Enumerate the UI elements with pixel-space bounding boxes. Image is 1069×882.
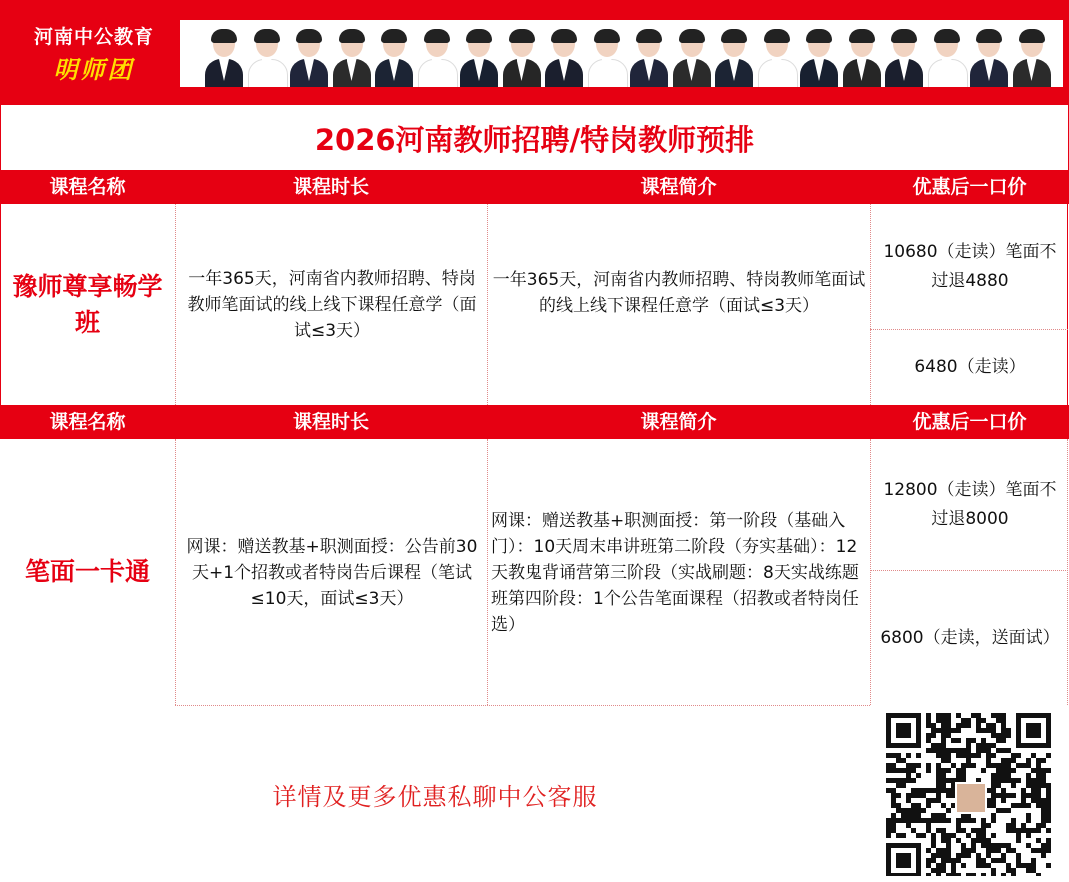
brand-team-logo: 明师团 <box>53 55 135 84</box>
column-header-price: 优惠后一口价 <box>912 176 1027 198</box>
teacher-photo <box>245 29 289 87</box>
teacher-photo <box>372 29 416 87</box>
page-title: 2026河南教师招聘/特岗教师预排 <box>314 123 755 157</box>
teacher-photo <box>415 29 459 87</box>
teacher-photo <box>457 29 501 87</box>
teacher-photo <box>755 29 799 87</box>
teacher-photo <box>542 29 586 87</box>
teacher-photo <box>882 29 926 87</box>
footer-contact-text: 详情及更多优惠私聊中公客服 <box>272 783 598 811</box>
teacher-photo <box>500 29 544 87</box>
column-header-intro: 课程简介 <box>640 176 717 198</box>
column-header-intro-2: 课程简介 <box>640 411 717 433</box>
column-header-duration-2: 课程时长 <box>292 411 369 433</box>
course-intro-2: 网课：赠送教基+职测面授：第一阶段（基础入门）：10天周末串讲班第二阶段（夯实基础）：12天教鬼背诵营第三阶段（实战刷题：8天实战练题班第四阶段：1个公告笔面课程（招教或者特岗任选） <box>491 511 859 635</box>
column-header-name-2: 课程名称 <box>49 411 126 433</box>
table-header-row <box>0 170 1069 204</box>
teacher-photo <box>840 29 884 87</box>
teacher-photo <box>670 29 714 87</box>
course-price-1b: 6480（走读） <box>914 357 1026 377</box>
qr-code-image[interactable] <box>884 713 1054 876</box>
teacher-photo <box>797 29 841 87</box>
table-header-row-2 <box>0 405 1069 439</box>
course-price-2a: 12800（走读）笔面不过退8000 <box>883 479 1057 529</box>
teacher-photo <box>287 29 331 87</box>
course-price-2b: 6800（走读，送面试） <box>880 628 1060 648</box>
course-name-2: 笔面一卡通 <box>24 557 150 586</box>
teacher-photo <box>330 29 374 87</box>
course-name-1: 豫师尊享畅学班 <box>12 271 163 337</box>
course-duration-1: 一年365天，河南省内教师招聘、特岗教师笔面试的线上线下课程任意学（面试≤3天） <box>187 268 477 341</box>
teacher-photo <box>627 29 671 87</box>
teacher-photo <box>925 29 969 87</box>
course-duration-2: 网课：赠送教基+职测面授：公告前30天+1个招教或者特岗告后课程（笔试≤10天，面试≤3天） <box>186 536 478 609</box>
column-header-price-2: 优惠后一口价 <box>912 411 1027 433</box>
teacher-photo <box>585 29 629 87</box>
teacher-photo <box>967 29 1011 87</box>
teacher-photo <box>712 29 756 87</box>
qr-center-avatar <box>956 783 986 813</box>
course-price-1a: 10680（走读）笔面不过退4880 <box>883 241 1057 291</box>
column-header-duration: 课程时长 <box>292 176 369 198</box>
course-intro-1: 一年365天，河南省内教师招聘、特岗教师笔面试的线上线下课程任意学（面试≤3天） <box>492 270 866 316</box>
column-header-name: 课程名称 <box>49 176 126 198</box>
teacher-photo-strip <box>180 20 1063 87</box>
teacher-photo <box>1010 29 1054 87</box>
teacher-photo <box>202 29 246 87</box>
brand-name: 河南中公教育 <box>33 26 154 48</box>
